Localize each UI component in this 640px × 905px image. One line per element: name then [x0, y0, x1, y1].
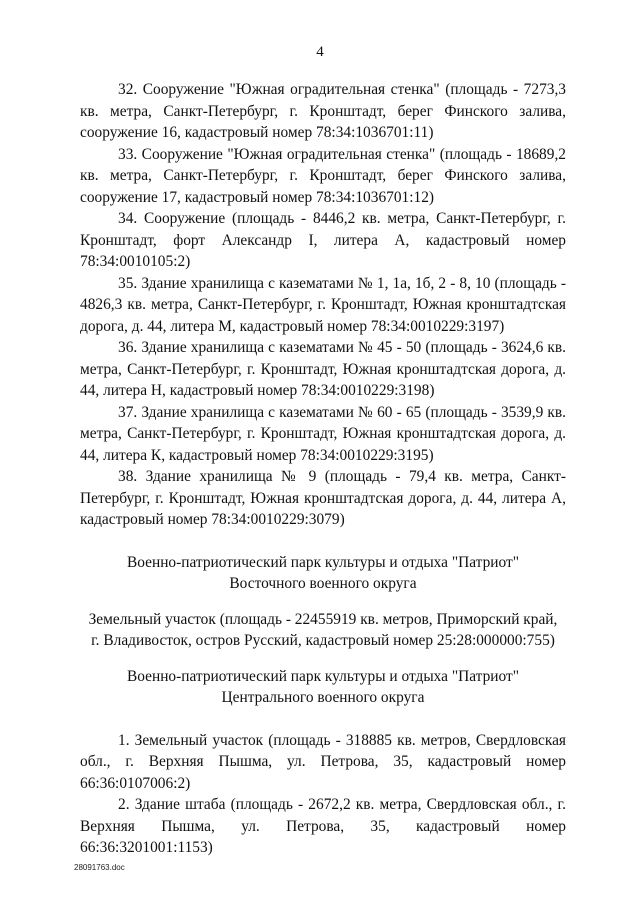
list-item-38: 38. Здание хранилища № 9 (площадь - 79,4 кв. метра, Санкт-Петербург, г. Кронштадт, Южная кронштадтская дорога, д. 44, литера А, кадастровый номер 78:34:0010229:3079) [80, 468, 566, 528]
spacer [80, 709, 566, 730]
list-item-33: 33. Сооружение "Южная оградительная стенка" (площадь - 18689,2 кв. метра, Санкт-Петербург, г. Кронштадт, берег Финского залива, сооружение 17, кадастровый номер 78:34:1036701:12) [80, 145, 566, 206]
section-heading-east-line1: Военно-патриотический парк культуры и отдыха "Патриот" [126, 553, 520, 571]
list-item-36: 36. Здание хранилища с казематами № 45 - 50 (площадь - 3624,6 кв. метра, Санкт-Петербург, г. Кронштадт, Южная кронштадтская дорога, д. 44, литера Н, кадастровый номер 78:34:0010229:3198) [80, 339, 566, 399]
list-item-central-1: 1. Земельный участок (площадь - 318885 кв. метров, Свердловская обл., г. Верхняя Пышма, ул. Петрова, 35, кадастровый номер 66:36:0107006:2) [80, 731, 566, 792]
section-heading-central-line2: Центрального военного округа [221, 689, 425, 706]
spacer [80, 652, 566, 666]
footer-filename: 28091763.doc [74, 863, 125, 872]
list-item-37: 37. Здание хранилища с казематами № 60 - 65 (площадь - 3539,9 кв. метра, Санкт-Петербург, г. Кронштадт, Южная кронштадтская дорога, д. 44, литера К, кадастровый номер 78:34:0010229:3195) [80, 403, 566, 464]
section-heading-east-line2: Восточного военного округа [229, 575, 417, 592]
document-body [80, 79, 566, 859]
list-item-central-2: 2. Здание штаба (площадь - 2672,2 кв. метра, Свердловская обл., г. Верхняя Пышма, ул. Петрова, 35, кадастровый номер 66:36:3201001:1153) [80, 796, 566, 856]
page-number: 4 [316, 44, 324, 60]
spacer [80, 595, 566, 609]
land-plot-entry [80, 609, 566, 652]
list-item-35: 35. Здание хранилища с казематами № 1, 1а, 1б, 2 - 8, 10 (площадь - 4826,3 кв. метра, Санкт-Петербург, г. Кронштадт, Южная кронштадтская дорога, д. 44, литера М, кадастровый номер 78:34:0010229:3197) [80, 274, 566, 335]
section-heading-central [80, 666, 566, 709]
section-heading-central-line1: Военно-патриотический парк культуры и отдыха "Патриот" [126, 667, 520, 685]
spacer [80, 531, 566, 552]
list-item-32: 32. Сооружение "Южная оградительная стенка" (площадь - 7273,3 кв. метра, Санкт-Петербург, г. Кронштадт, берег Финского залива, сооружение 16, кадастровый номер 78:34:1036701:11) [80, 81, 566, 141]
list-item-34: 34. Сооружение (площадь - 8446,2 кв. метра, Санкт-Петербург, г. Кронштадт, форт Александр I, литера А, кадастровый номер 78:34:0010105:2) [80, 210, 566, 270]
land-plot-line1: Земельный участок (площадь - 22455919 кв. метров, Приморский край, [88, 610, 558, 628]
land-plot-line2: г. Владивосток, остров Русский, кадастровый номер 25:28:000000:755) [91, 632, 555, 649]
section-heading-east [80, 552, 566, 595]
